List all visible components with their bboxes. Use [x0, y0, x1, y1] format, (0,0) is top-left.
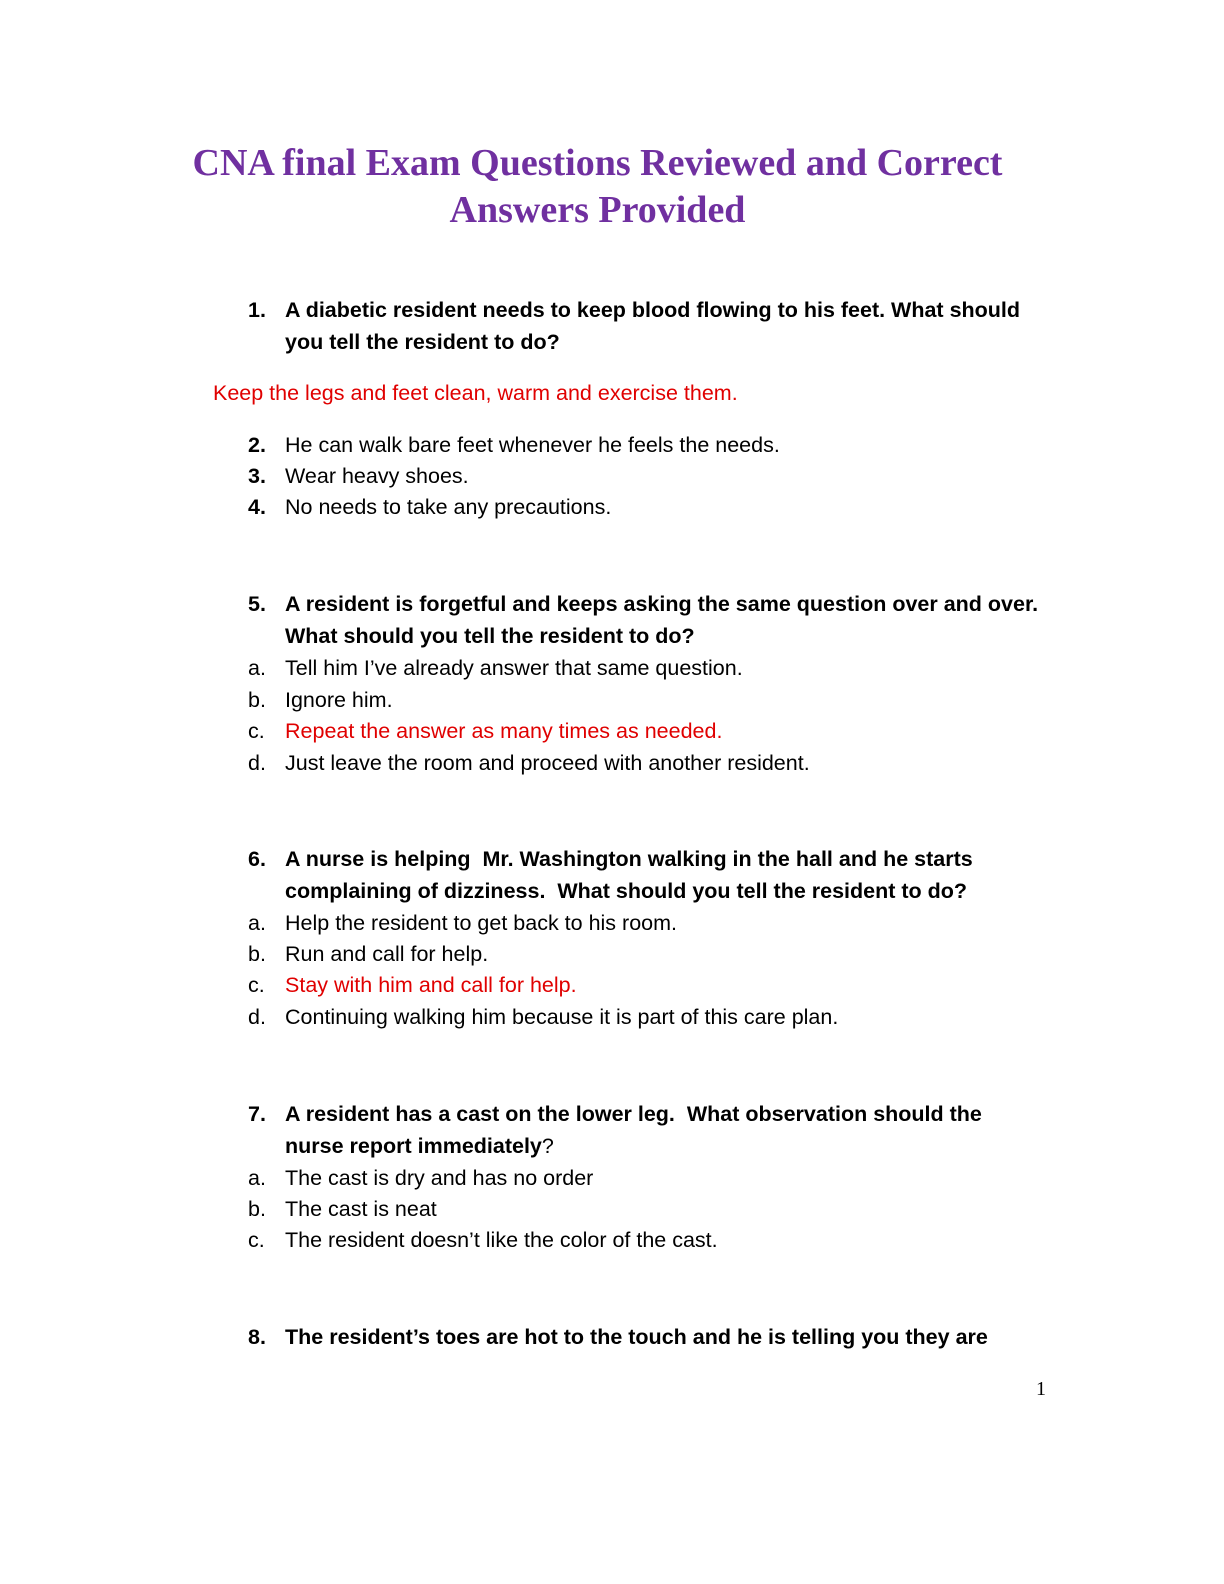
question-text-line-1: A resident has a cast on the lower leg. What observation should the	[285, 1102, 982, 1126]
question-number: 8.	[248, 1325, 266, 1349]
page-number: 1	[1036, 1378, 1046, 1400]
option-text: The cast is dry and has no order	[285, 1166, 594, 1190]
option-text: Tell him I’ve already answer that same question.	[285, 656, 743, 680]
option-text: The resident doesn’t like the color of the cast.	[285, 1228, 718, 1252]
question-text-line-2: What should you tell the resident to do?	[285, 624, 695, 648]
option-label: b.	[248, 688, 266, 712]
option-label: 3.	[248, 464, 266, 488]
correct-answer-text: Stay with him and call for help.	[285, 973, 577, 997]
option-text: Run and call for help.	[285, 942, 489, 966]
option-label: c.	[248, 973, 265, 997]
option-text: Just leave the room and proceed with another resident.	[285, 751, 810, 775]
option-label: b.	[248, 1197, 266, 1221]
option-label: c.	[248, 719, 265, 743]
page-title	[120, 140, 1075, 234]
option-text: No needs to take any precautions.	[285, 495, 612, 519]
option-label: d.	[248, 1005, 266, 1029]
question-text-line-2	[285, 1131, 554, 1163]
question-text-line-1: The resident’s toes are hot to the touch and he is telling you they are	[285, 1325, 988, 1349]
question-text-line-2: complaining of dizziness. What should you tell the resident to do?	[285, 879, 968, 903]
title-line-1: CNA final Exam Questions Reviewed and Correct	[192, 142, 1003, 184]
question-number: 5.	[248, 592, 266, 616]
correct-answer-q1: Keep the legs and feet clean, warm and exercise them.	[213, 381, 738, 405]
option-label: a.	[248, 656, 266, 680]
option-label: 2.	[248, 433, 266, 457]
option-text: The cast is neat	[285, 1197, 437, 1221]
option-label: a.	[248, 1166, 266, 1190]
option-label: d.	[248, 751, 266, 775]
question-number: 7.	[248, 1102, 266, 1126]
option-text: Continuing walking him because it is part of this care plan.	[285, 1005, 839, 1029]
question-number: 1.	[248, 298, 266, 322]
question-text-line-1: A nurse is helping Mr. Washington walking in the hall and he starts	[285, 847, 973, 871]
option-label: 4.	[248, 495, 266, 519]
question-number: 6.	[248, 847, 266, 871]
question-text-line-2: you tell the resident to do?	[285, 330, 560, 354]
title-line-2: Answers Provided	[449, 189, 746, 231]
option-text: He can walk bare feet whenever he feels the needs.	[285, 433, 780, 457]
option-label: a.	[248, 911, 266, 935]
question-mark: ?	[541, 1134, 554, 1158]
question-text-line-1: A resident is forgetful and keeps asking the same question over and over.	[285, 592, 1039, 616]
question-text-line-2-main: nurse report immediately	[285, 1134, 542, 1158]
option-text: Wear heavy shoes.	[285, 464, 469, 488]
option-text: Ignore him.	[285, 688, 393, 712]
option-label: c.	[248, 1228, 265, 1252]
option-label: b.	[248, 942, 266, 966]
question-text-line-1: A diabetic resident needs to keep blood flowing to his feet. What should	[285, 298, 1021, 322]
correct-answer-text: Repeat the answer as many times as needed.	[285, 719, 723, 743]
option-text: Help the resident to get back to his room.	[285, 911, 677, 935]
